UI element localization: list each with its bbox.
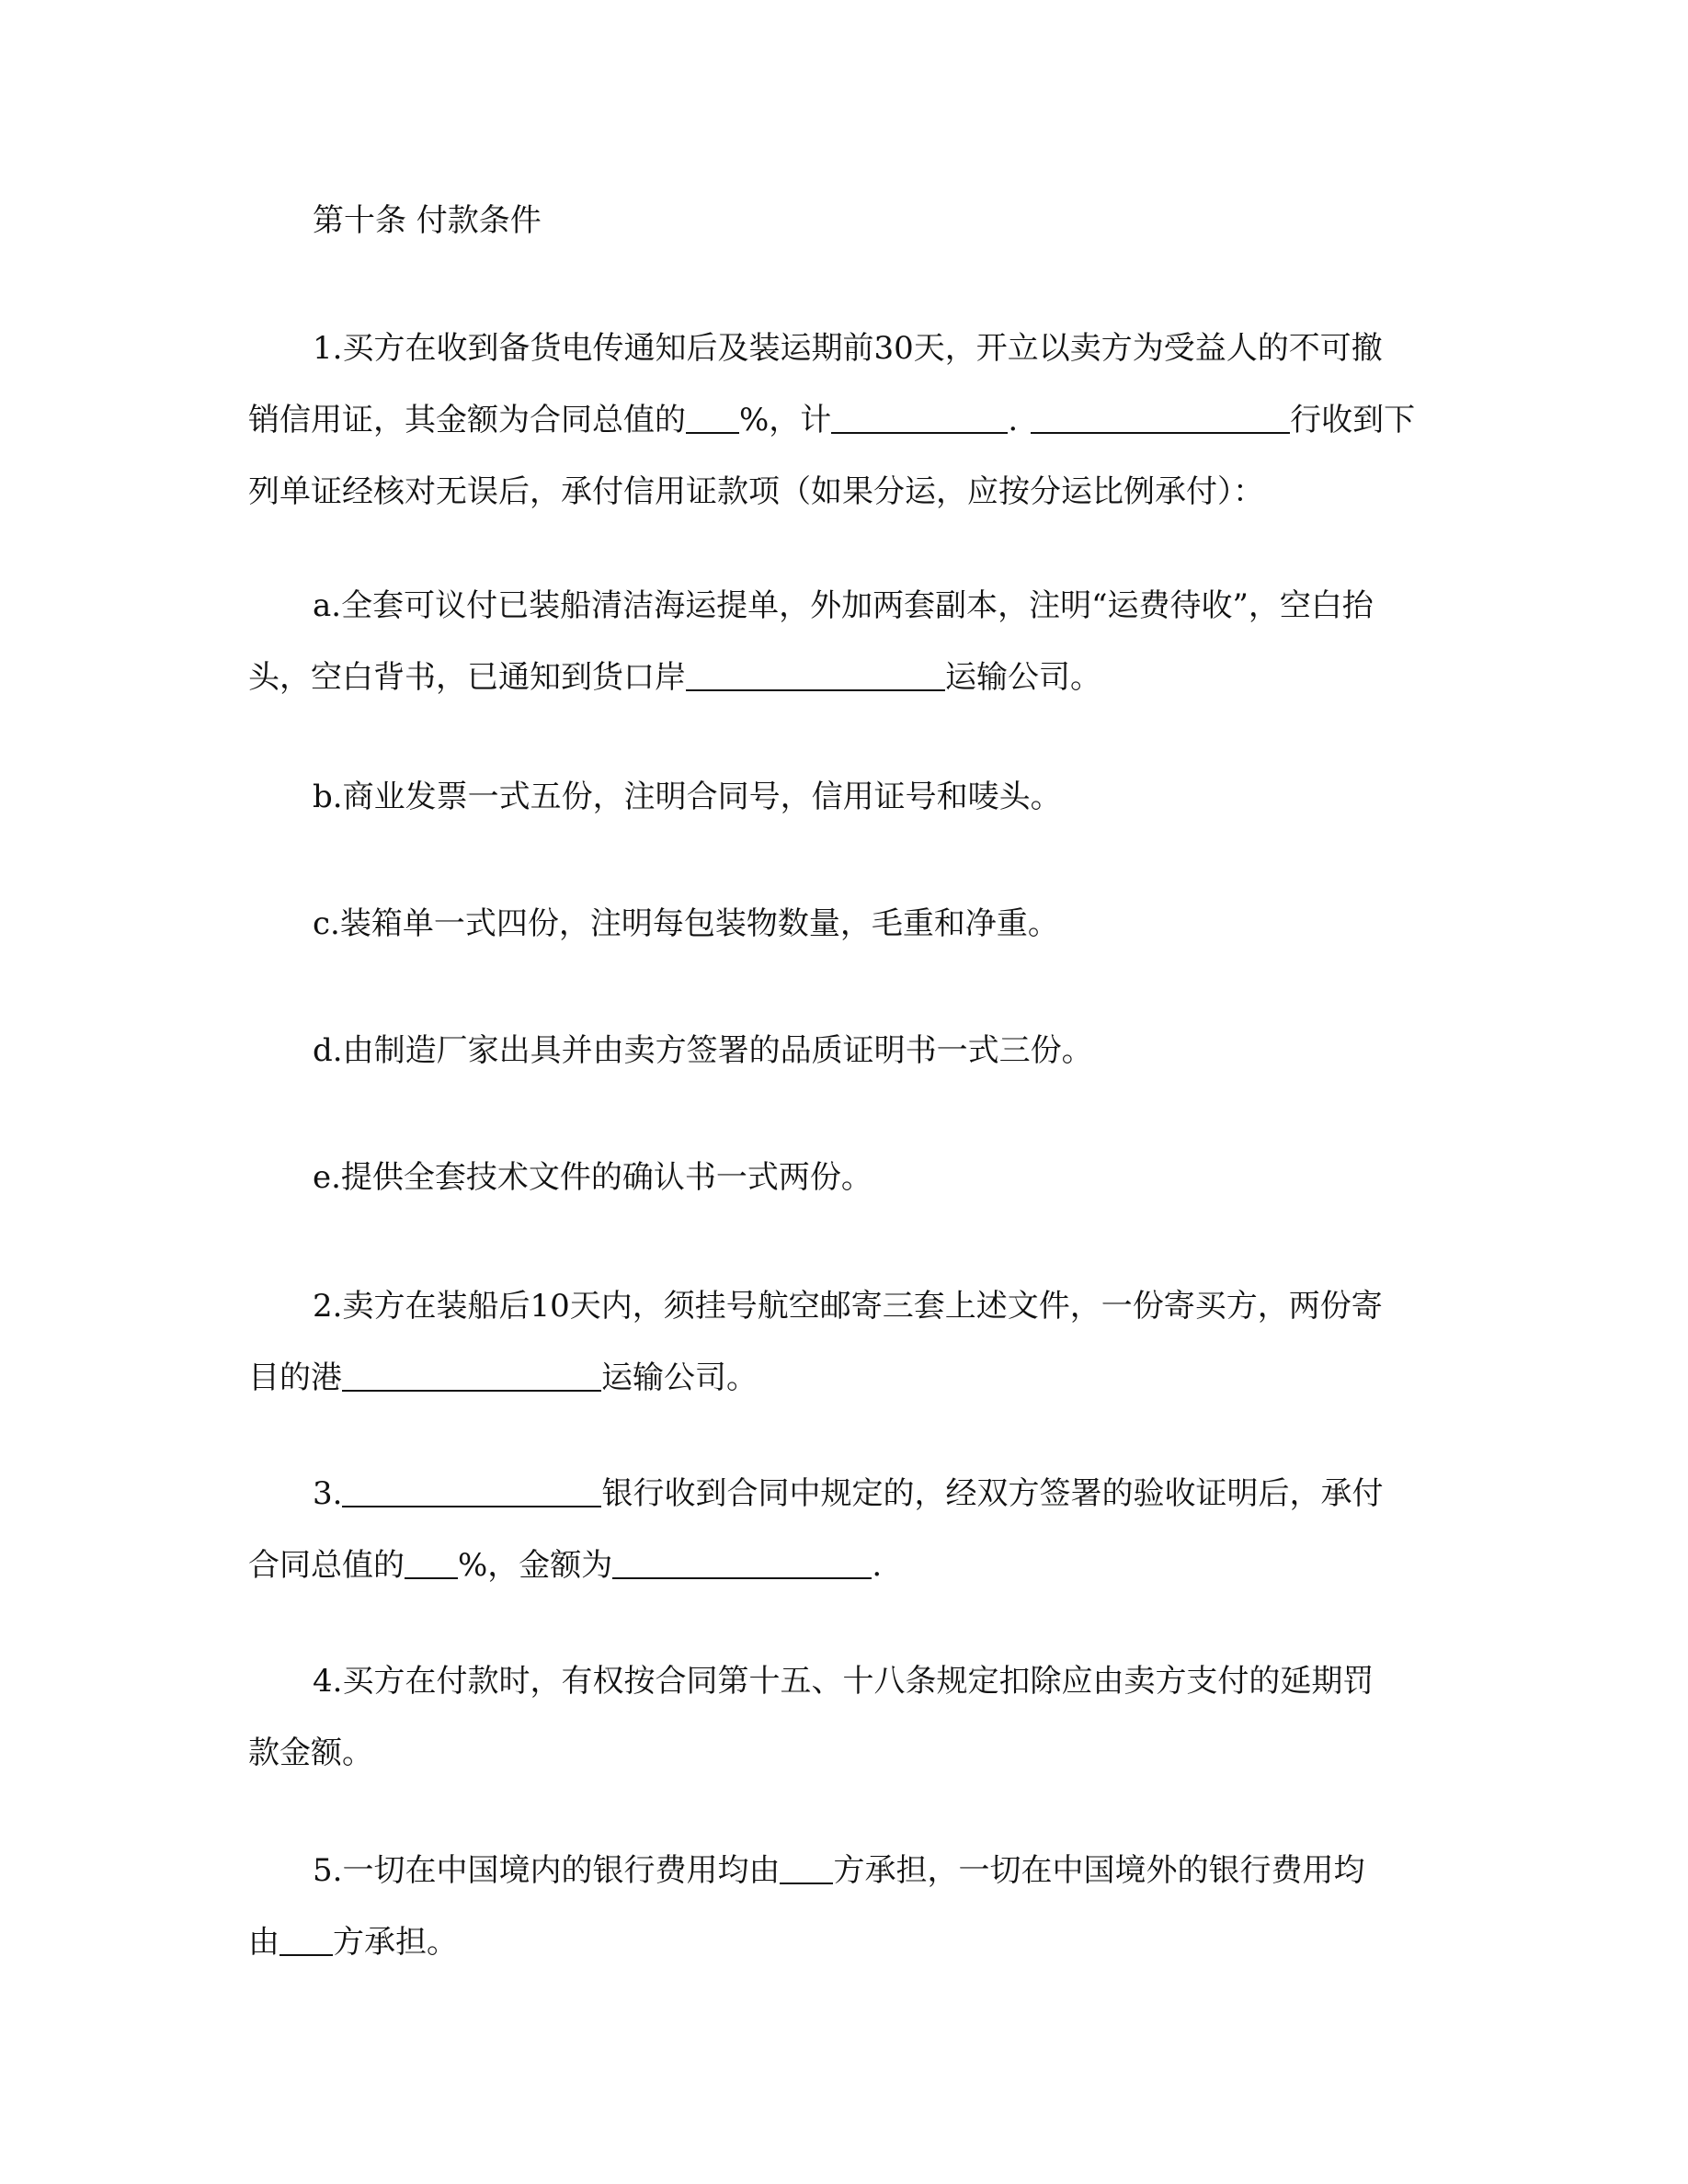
- clause-1-text: .: [1008, 402, 1019, 438]
- amount-blank[interactable]: [831, 401, 1008, 434]
- amount-blank[interactable]: [612, 1546, 872, 1579]
- clause-2-text: 目的港: [248, 1359, 342, 1396]
- item-e: [248, 1142, 1434, 1213]
- clause-1-text: %，计: [739, 402, 832, 438]
- clause-4: [248, 1645, 1434, 1789]
- clause-1-line-1: 1.买方在收到备货电传通知后及装运期前30天，开立以卖方为受益人的不可撤: [313, 330, 1383, 367]
- clause-5-text: 5.一切在中国境内的银行费用均由: [313, 1852, 781, 1889]
- item-c: [248, 888, 1434, 960]
- clause-5-line-1: [248, 1835, 1434, 1906]
- party-blank[interactable]: [279, 1923, 333, 1956]
- destination-port-blank[interactable]: [342, 1359, 601, 1392]
- item-a: [248, 570, 1434, 713]
- item-a-text: 头，空白背书，已通知到货口岸: [248, 659, 686, 696]
- clause-3-text: 合同总值的: [248, 1547, 405, 1584]
- item-b: [248, 761, 1434, 833]
- clause-2-line-2: [248, 1342, 1434, 1414]
- item-b-line: b.商业发票一式五份，注明合同号，信用证号和唛头。: [313, 779, 1062, 815]
- port-blank[interactable]: [686, 658, 945, 691]
- clause-4-line-2: 款金额。: [248, 1735, 373, 1771]
- clause-1: [248, 313, 1434, 528]
- clause-3-line-2: [248, 1530, 1434, 1601]
- item-c-line: c.装箱单一式四份，注明每包装物数量，毛重和净重。: [313, 905, 1059, 942]
- percent-blank[interactable]: [405, 1546, 458, 1579]
- item-a-line-2: [248, 642, 1434, 713]
- percent-blank[interactable]: [686, 401, 739, 434]
- clause-3: [248, 1458, 1434, 1601]
- item-a-line-1: a.全套可议付已装船清洁海运提单，外加两套副本，注明“运费待收”，空白抬: [313, 587, 1374, 624]
- clause-5: [248, 1835, 1434, 1978]
- clause-4-line-1: 4.买方在付款时，有权按合同第十五、十八条规定扣除应由卖方支付的延期罚: [313, 1663, 1374, 1700]
- item-d: [248, 1015, 1434, 1086]
- clause-3-text: %，金额为: [458, 1547, 613, 1584]
- clause-1-text: 销信用证，其金额为合同总值的: [248, 402, 686, 438]
- clause-1-line-3: 列单证经核对无误后，承付信用证款项（如果分运，应按分运比例承付）：: [248, 473, 1264, 510]
- item-e-line: e.提供全套技术文件的确认书一式两份。: [313, 1159, 873, 1196]
- clause-1-line-2: [248, 384, 1434, 456]
- item-a-text: 运输公司。: [945, 659, 1101, 696]
- clause-2: [248, 1270, 1434, 1414]
- bank-name-blank[interactable]: [342, 1474, 601, 1507]
- clause-3-text: 银行收到合同中规定的，经双方签署的验收证明后，承付: [601, 1475, 1384, 1512]
- clause-3-text: .: [872, 1547, 883, 1584]
- article-heading: 第十条 付款条件: [313, 202, 542, 239]
- clause-3-text: 3.: [313, 1475, 343, 1512]
- party-blank[interactable]: [780, 1851, 833, 1884]
- clause-3-line-1: [248, 1458, 1434, 1530]
- clause-1-text: 行收到下: [1290, 402, 1416, 438]
- bank-blank[interactable]: [1031, 401, 1290, 434]
- clause-5-text: 方承担。: [333, 1924, 458, 1961]
- clause-5-text: 由: [248, 1924, 279, 1961]
- item-d-line: d.由制造厂家出具并由卖方签署的品质证明书一式三份。: [313, 1032, 1093, 1069]
- clause-2-line-1: 2.卖方在装船后10天内，须挂号航空邮寄三套上述文件，一份寄买方，两份寄: [313, 1288, 1383, 1325]
- clause-5-text: 方承担，一切在中国境外的银行费用均: [833, 1852, 1365, 1889]
- clause-2-text: 运输公司。: [601, 1359, 758, 1396]
- clause-5-line-2: [248, 1906, 1434, 1978]
